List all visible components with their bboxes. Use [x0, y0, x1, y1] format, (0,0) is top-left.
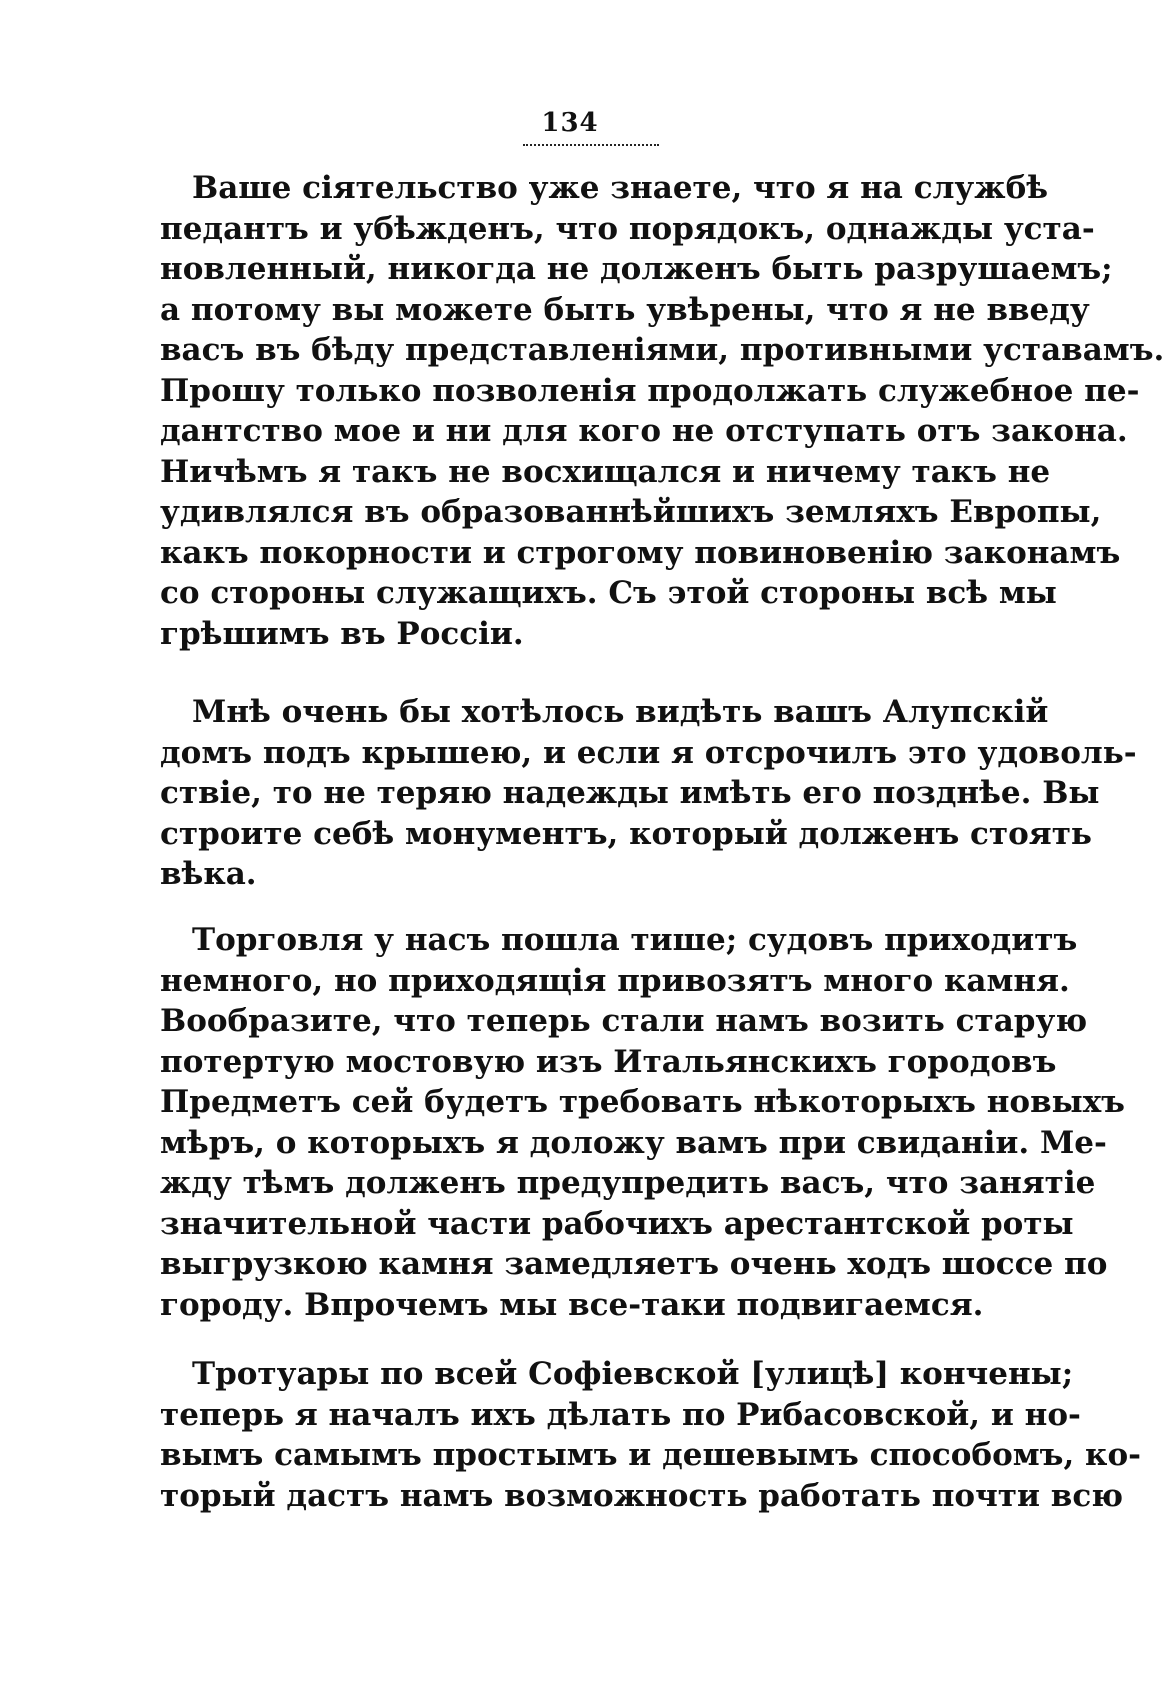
text-line: Ничѣмъ я такъ не восхищался и ничему такъ не	[160, 453, 1051, 490]
paragraph-2	[160, 692, 1137, 895]
text-line: городу. Впрочемъ мы все-таки подвигаемся.	[160, 1286, 984, 1323]
paragraph-3	[160, 920, 1125, 1325]
text-line: Мнѣ очень бы хотѣлось видѣть вашъ Алупскій	[192, 694, 1049, 730]
text-line: со стороны служащихъ. Съ этой стороны всѣ мы	[160, 575, 1057, 611]
page-number: 134	[541, 108, 599, 138]
text-line: немного, но приходящія привозятъ много камня.	[160, 962, 1070, 999]
text-line: какъ покорности и строгому повиновенію законамъ	[160, 534, 1121, 571]
text-line: строите себѣ монументъ, который долженъ стоять	[160, 815, 1092, 852]
text-line: удивлялся въ образованнѣйшихъ земляхъ Европы,	[160, 494, 1102, 530]
text-line: теперь я началъ ихъ дѣлать по Рибасовской, и но-	[160, 1396, 1081, 1433]
page-number-ornament	[523, 140, 659, 146]
text-line: выгрузкою камня замедляетъ очень ходъ шоссе по	[160, 1246, 1108, 1282]
text-line: мѣръ, о которыхъ я доложу вамъ при свиданіи. Ме-	[160, 1124, 1107, 1161]
text-line: педантъ и убѣжденъ, что порядокъ, однажды уста-	[160, 210, 1095, 247]
paragraph-4	[160, 1354, 1141, 1516]
text-line: Ваше сіятельство уже знаете, что я на службѣ	[192, 170, 1049, 206]
text-line: Вообразите, что теперь стали намъ возить старую	[160, 1003, 1088, 1039]
text-line: Тротуары по всей Софіевской [улицѣ] кончены;	[192, 1356, 1074, 1392]
text-line: домъ подъ крышею, и если я отсрочилъ это удоволь-	[160, 734, 1137, 771]
text-line: дантство мое и ни для кого не отступать отъ закона.	[160, 413, 1128, 449]
text-line: потертую мостовую изъ Итальянскихъ городовъ	[160, 1043, 1057, 1080]
text-line: а потому вы можете быть увѣрены, что я не введу	[160, 291, 1090, 328]
text-line: ствіе, то не теряю надежды имѣть его позднѣе. Вы	[160, 775, 1100, 811]
text-line: жду тѣмъ долженъ предупредить васъ, что занятіе	[160, 1165, 1096, 1201]
paragraph-1	[160, 168, 1164, 654]
text-line: грѣшимъ въ Россіи.	[160, 615, 524, 652]
text-line: новленный, никогда не долженъ быть разрушаемъ;	[160, 251, 1113, 287]
text-line: Торговля у насъ пошла тише; судовъ приходитъ	[192, 922, 1078, 958]
text-line: Предметъ сей будетъ требовать нѣкоторыхъ новыхъ	[160, 1084, 1125, 1120]
text-line: значительной части рабочихъ арестантской роты	[160, 1205, 1074, 1242]
text-line: васъ въ бѣду представленіями, противными уставамъ.	[160, 332, 1164, 368]
text-line: Прошу только позволенія продолжать служебное пе-	[160, 372, 1140, 409]
text-line: торый дастъ намъ возможность работать почти всю	[160, 1477, 1123, 1514]
text-line: вѣка.	[160, 856, 257, 892]
text-line: вымъ самымъ простымъ и дешевымъ способомъ, ко-	[160, 1437, 1141, 1473]
